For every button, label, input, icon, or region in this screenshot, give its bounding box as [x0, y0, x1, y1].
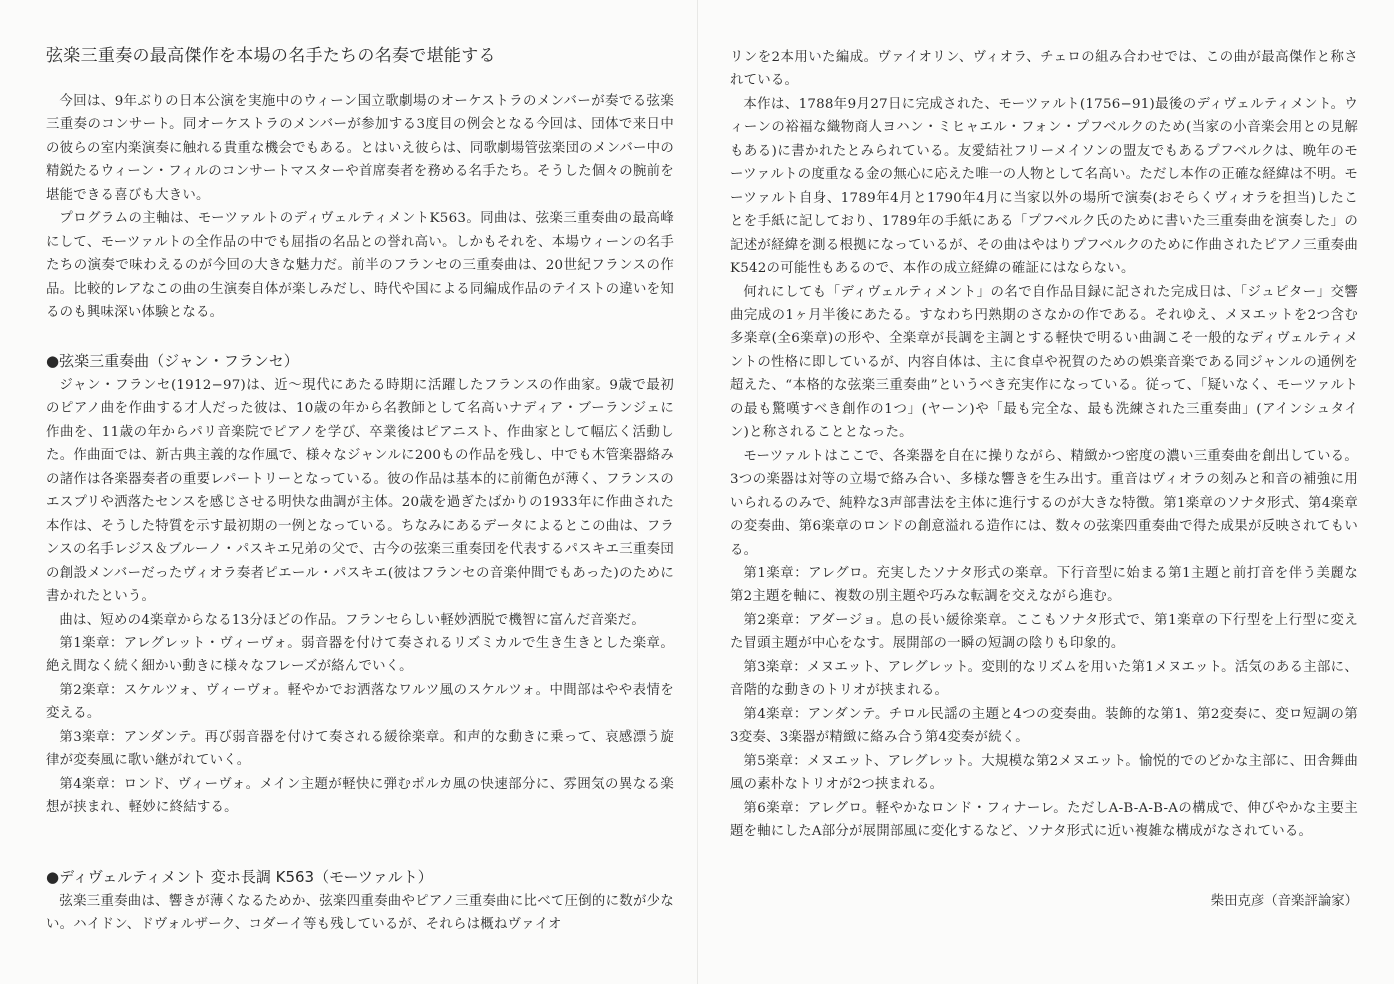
page-fold [697, 0, 698, 984]
mozart-movement-2: 第2楽章：アダージョ。息の長い緩徐楽章。ここもソナタ形式で、第1楽章の下行型を上行型に変えた冒頭主題が中心をなす。展開部の一瞬の短調の陰りも印象的。 [730, 612, 1358, 652]
mozart-lead [46, 890, 674, 937]
francaix-heading: ●弦楽三重奏曲（ジャン・フランセ） [46, 352, 299, 370]
mozart-lead-continued: リンを2本用いた編成。ヴァイオリン、ヴィオラ、チェロの組み合わせでは、この曲が最高傑作と称されている。 [730, 50, 1358, 89]
francaix-movement-1: 第1楽章：アレグレット・ヴィーヴォ。弱音器を付けて奏されるリズミカルで生き生きとした楽章。絶え間なく続く細かい動きに様々なフレーズが絡んでいく。 [46, 635, 674, 675]
mozart-heading: ●ディヴェルティメント 変ホ長調 K563（モーツァルト） [46, 868, 433, 886]
mozart-movement-4: 第4楽章：アンダンテ。チロル民謡の主題と4つの変奏曲。装飾的な第1、第2変奏に、変ロ短調の第3変奏、3楽器が精緻に絡み合う第4変奏が続く。 [730, 706, 1358, 746]
francaix-movement-3: 第3楽章：アンダンテ。再び弱音器を付けて奏される緩徐楽章。和声的な動きに乗って、哀感漂う旋律が変奏風に歌い継がれていく。 [46, 729, 674, 769]
mozart-movement-6: 第6楽章：アレグロ。軽やかなロンド・フィナーレ。ただしA-B-A-B-Aの構成で、伸びやかな主要主題を軸にしたA部分が展開部風に変化するなど、ソナタ形式に近い複雑な構成がなされている。 [730, 800, 1358, 839]
intro-section [46, 90, 674, 325]
mozart-paragraph: 本作は、1788年9月27日に完成された、モーツァルト(1756−91)最後のディヴェルティメント。ウィーンの裕福な織物商人ヨハン・ミヒャエル・フォン・プフベルクのため(当家の小音楽会用との見解もある)に書かれたとみられている。友愛結社フリーメイソンの盟友でもあるプフベルクは、晩年のモーツァルトの度重なる金の無心に応えた唯一の人物として名高い。ただし本作の正確な経緯は不明。モーツァルト自身、1789年4月と1790年4月に当家以外の場所で演奏(おそらくヴィオラを担当)したことを手紙に記しており、1789年の手紙にある「プフベルク氏のために書いた三重奏曲を演奏した」の記述が経緯を測る根拠になっているが、その曲はやはりプフベルクのために作曲されたピアノ三重奏曲K542の可能性もあるので、本作の成立経緯の確証にはならない。 [730, 96, 1358, 277]
intro-paragraph: 今回は、9年ぶりの日本公演を実施中のウィーン国立歌劇場のオーケストラのメンバーが奏でる弦楽三重奏のコンサート。同オーケストラのメンバーが参加する3度目の例会となる今回は、団体で来日中の彼らの室内楽演奏に触れる貴重な機会でもある。とはいえ彼らは、同歌劇場管弦楽団のメンバー中の精鋭たるウィーン・フィルのコンサートマスターや首席奏者を務める名手たち。そうした個々の腕前を堪能できる喜びも大きい。 [46, 94, 674, 203]
author-signature: 柴田克彦（音楽評論家） [1210, 894, 1358, 909]
francaix-movement-4: 第4楽章：ロンド、ヴィーヴォ。メイン主題が軽快に弾むポルカ風の快速部分に、雰囲気の異なる楽想が挟まれ、軽妙に終結する。 [46, 776, 674, 816]
mozart-movement-1: 第1楽章：アレグロ。充実したソナタ形式の楽章。下行音型に始まる第1主題と前打音を伴う美麗な第2主題を軸に、複数の別主題や巧みな転調を交えながら進む。 [730, 565, 1358, 605]
mozart-movement-5: 第5楽章：メヌエット、アレグレット。大規模な第2メヌエット。愉悦的でのどかな主部に、田舎舞曲風の素朴なトリオが2つ挟まれる。 [730, 753, 1358, 793]
mozart-paragraph: 何れにしても「ディヴェルティメント」の名で自作品目録に記された完成日は、「ジュピター」交響曲完成の1ヶ月半後にあたる。すなわち円熟期のさなかの作である。それゆえ、メヌエットを2つ含む多楽章(全6楽章)の形や、全楽章が長調を主調とする軽快で明るい曲調こそ一般的なディヴェルティメントの性格に即しているが、内容自体は、主に食卓や祝賀のための娯楽音楽である同ジャンルの通例を超えた、“本格的な弦楽三重奏曲”というべき充実作になっている。従って、「疑いなく、モーツァルトの最も驚嘆すべき創作の1つ」(ヤーン)や「最も完全な、最も洗練された三重奏曲」(アインシュタイン)と称されることとなった。 [730, 284, 1358, 441]
page-title: 弦楽三重奏の最高傑作を本場の名手たちの名奏で堪能する [46, 46, 496, 66]
francaix-movement-2: 第2楽章：スケルツォ、ヴィーヴォ。軽やかでお洒落なワルツ風のスケルツォ。中間部はやや表情を変える。 [46, 682, 674, 722]
francaix-paragraph: ジャン・フランセ(1912−97)は、近〜現代にあたる時期に活躍したフランスの作曲家。9歳で最初のピアノ曲を作曲する才人だった彼は、10歳の年から名教師として名高いナディア・ブーランジェに作曲を、11歳の年からパリ音楽院でピアノを学び、卒業後はピアニスト、作曲家として幅広く活動した。作曲面では、新古典主義的な作風で、様々なジャンルに200もの作品を残し、中でも木管楽器絡みの諸作は各楽器奏者の重要レパートリーとなっている。彼の作品は基本的に前衛色が薄く、フランスのエスプリや洒落たセンスを感じさせる明快な曲調が主体。20歳を過ぎたばかりの1933年に作曲された本作は、そうした特質を示す最初期の一例となっている。ちなみにあるデータによるとこの曲は、フランスの名手レジス＆ブルーノ・パスキエ兄弟の父で、古今の弦楽三重奏団を代表するパスキエ三重奏団の創設メンバーだったヴィオラ奏者ピエール・パスキエ(彼はフランセの音楽仲間でもあった)のために書かれたという。 [46, 378, 674, 605]
mozart-movement-3: 第3楽章：メヌエット、アレグレット。変則的なリズムを用いた第1メヌエット。活気のある主部に、音階的な動きのトリオが挟まれる。 [730, 659, 1358, 699]
intro-paragraph: プログラムの主軸は、モーツァルトのディヴェルティメントK563。同曲は、弦楽三重奏曲の最高峰にして、モーツァルトの全作品の中でも屈指の名品との誉れ高い。しかもそれを、本場ウィーンの名手たちの演奏で味わえるのが今回の大きな魅力だ。前半のフランセの三重奏曲は、20世紀フランスの作品。比較的レアなこの曲の生演奏自体が楽しみだし、時代や国による同編成作品のテイストの違いを知るのも興味深い体験となる。 [46, 211, 674, 321]
mozart-lead-paragraph: 弦楽三重奏曲は、響きが薄くなるためか、弦楽四重奏曲やピアノ三重奏曲に比べて圧倒的に数が少ない。ハイドン、ドヴォルザーク、コダーイ等も残しているが、それらは概ねヴァイオ [46, 894, 674, 933]
francaix-paragraph: 曲は、短めの4楽章からなる13分ほどの作品。フランセらしい軽妙洒脱で機智に富んだ音楽だ。 [59, 612, 645, 628]
francaix-section [46, 374, 674, 820]
mozart-section [730, 46, 1358, 843]
mozart-paragraph: モーツァルトはここで、各楽器を自在に操りながら、精緻かつ密度の濃い三重奏曲を創出している。3つの楽器は対等の立場で絡み合い、多様な響きを生み出す。重音はヴィオラの刻みと和音の補強に用いられるのみで、純粋な3声部書法を主体に進行するのが大きな特徴。第1楽章のソナタ形式、第4楽章の変奏曲、第6楽章のロンドの創意溢れる造作には、数々の弦楽四重奏曲で得た成果が反映されてもいる。 [730, 448, 1358, 558]
